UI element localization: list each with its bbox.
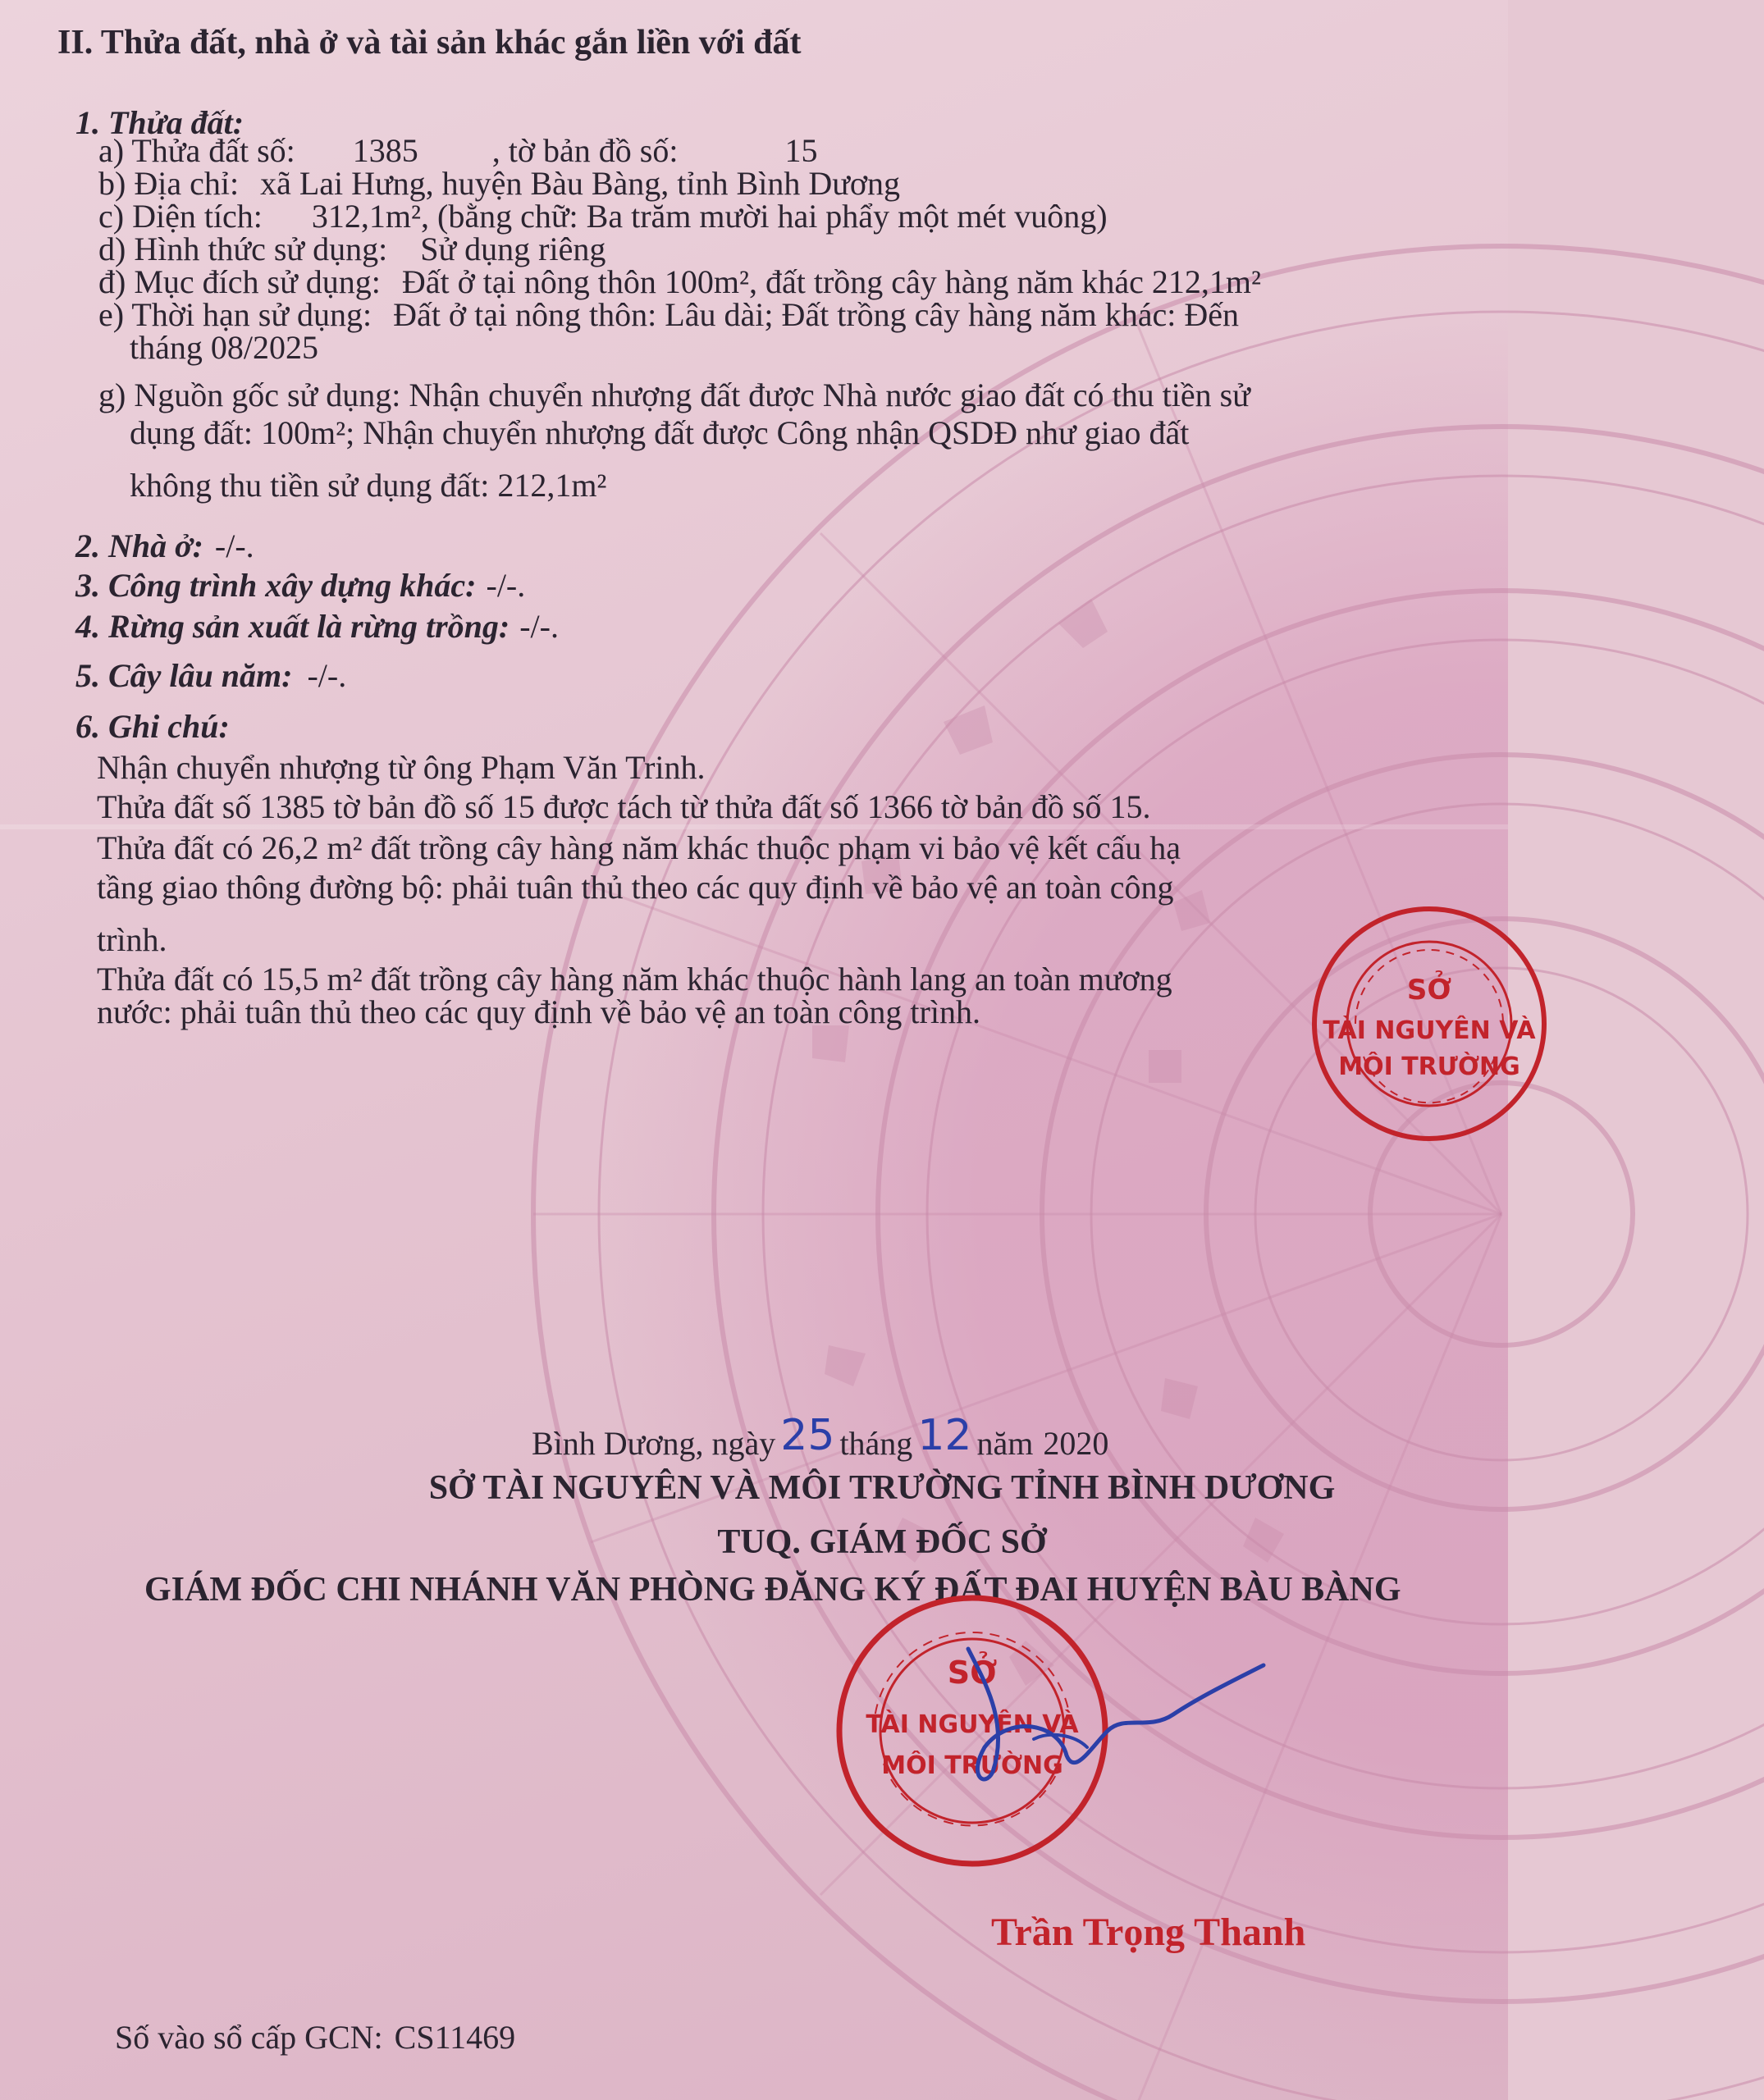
- section-title: II. Thửa đất, nhà ở và tài sản khác gắn liền với đất: [57, 24, 802, 62]
- director-title: TUQ. GIÁM ĐỐC SỞ: [717, 1523, 1047, 1561]
- origin-value-line2: dụng đất: 100m²; Nhận chuyển nhượng đất được Công nhận QSDĐ như giao đất: [130, 414, 1190, 451]
- date-place-label: Bình Dương, ngày: [532, 1425, 776, 1462]
- top-stamp-line-1: SỞ: [1406, 974, 1452, 1007]
- map-sheet-label: , tờ bản đồ số:: [491, 132, 679, 169]
- registry-number: CS11469: [394, 2019, 516, 2056]
- address-label: b) Địa chỉ:: [98, 165, 240, 202]
- top-stamp: [1306, 901, 1552, 1147]
- heading-land-parcel: 1. Thửa đất:: [75, 104, 244, 141]
- house-row: [75, 527, 254, 566]
- date-line: [532, 1411, 1109, 1463]
- origin-label: g) Nguồn gốc sử dụng:: [98, 377, 401, 413]
- other-construction-heading: 3. Công trình xây dựng khác:: [75, 567, 477, 604]
- perennial-tree-heading: 5. Cây lâu năm:: [75, 657, 293, 694]
- origin-row: [98, 376, 1250, 415]
- production-forest-row: [75, 607, 559, 646]
- purpose-label: đ) Mục đích sử dụng:: [98, 263, 381, 300]
- usage-form-label: d) Hình thức sử dụng:: [98, 231, 388, 267]
- parcel-number-label: a) Thửa đất số:: [98, 132, 295, 169]
- notes-line-4: tầng giao thông đường bộ: phải tuân thủ theo các quy định về bảo vệ an toàn công: [97, 869, 1174, 906]
- notes-heading: 6. Ghi chú:: [75, 708, 230, 745]
- notes-line-6: Thửa đất có 15,5 m² đất trồng cây hàng năm khác thuộc hành lang an toàn mương: [97, 961, 1172, 998]
- usage-term-label: e) Thời hạn sử dụng:: [98, 296, 372, 333]
- date-year-label: năm: [976, 1425, 1034, 1462]
- area-value: 312,1m², (bằng chữ: Ba trăm mười hai phẩy một mét vuông): [311, 198, 1108, 235]
- origin-value-line1: Nhận chuyển nhượng đất được Nhà nước giao đất có thu tiền sử: [409, 377, 1250, 413]
- usage-term-value-line2: tháng 08/2025: [130, 329, 318, 366]
- seal-line-3: MÔI TRƯỜNG: [881, 1751, 1063, 1780]
- perennial-tree-value: -/-.: [307, 657, 347, 694]
- branch-director-title: GIÁM ĐỐC CHI NHÁNH VĂN PHÒNG ĐĂNG KÝ ĐẤT ĐAI HUYỆN BÀU BÀNG: [144, 1571, 1401, 1609]
- date-day: 25: [780, 1411, 835, 1460]
- address-value: xã Lai Hưng, huyện Bàu Bàng, tỉnh Bình Dương: [260, 165, 901, 202]
- notes-line-1: Nhận chuyển nhượng từ ông Phạm Văn Trinh.: [97, 749, 706, 786]
- production-forest-value: -/-.: [519, 608, 559, 645]
- usage-term-value-line1: Đất ở tại nông thôn: Lâu dài; Đất trồng cây hàng năm khác: Đến: [393, 296, 1240, 333]
- top-stamp-line-2: TÀI NGUYÊN VÀ: [1323, 1016, 1536, 1045]
- other-construction-row: [75, 566, 525, 605]
- registry-row: [115, 2018, 515, 2057]
- top-stamp-line-3: MÔI TRƯỜNG: [1338, 1052, 1520, 1081]
- handwritten-signature: [935, 1632, 1280, 1796]
- map-sheet-value: 15: [784, 132, 818, 169]
- date-month: 12: [917, 1411, 972, 1460]
- house-heading: 2. Nhà ở:: [75, 527, 203, 564]
- date-year: 2020: [1043, 1425, 1109, 1462]
- seal-line-1: SỞ: [947, 1655, 998, 1691]
- perennial-tree-row: [75, 656, 346, 696]
- production-forest-heading: 4. Rừng sản xuất là rừng trồng:: [75, 608, 510, 645]
- date-month-label: tháng: [839, 1425, 913, 1462]
- notes-line-7: nước: phải tuân thủ theo các quy định về bảo vệ an toàn công trình.: [97, 993, 980, 1030]
- notes-line-5: trình.: [97, 921, 167, 958]
- parcel-number-value: 1385: [352, 132, 418, 169]
- house-value: -/-.: [214, 527, 254, 564]
- registry-label: Số vào sổ cấp GCN:: [115, 2019, 383, 2056]
- notes-line-2: Thửa đất số 1385 tờ bản đồ số 15 được tách từ thửa đất số 1366 tờ bản đồ số 15.: [97, 788, 1151, 825]
- purpose-value: Đất ở tại nông thôn 100m², đất trồng cây hàng năm khác 212,1m²: [401, 263, 1262, 300]
- usage-form-value: Sử dụng riêng: [420, 231, 606, 267]
- seal-line-2: TÀI NGUYÊN VÀ: [866, 1710, 1079, 1739]
- area-label: c) Diện tích:: [98, 198, 263, 235]
- notes-line-3: Thửa đất có 26,2 m² đất trồng cây hàng năm khác thuộc phạm vi bảo vệ kết cấu hạ: [97, 829, 1181, 866]
- origin-value-line3: không thu tiền sử dụng đất: 212,1m²: [130, 467, 607, 504]
- other-construction-value: -/-.: [486, 567, 526, 604]
- signer-name: Trần Trọng Thanh: [991, 1911, 1306, 1954]
- department-title: SỞ TÀI NGUYÊN VÀ MÔI TRƯỜNG TỈNH BÌNH DƯƠNG: [428, 1469, 1336, 1507]
